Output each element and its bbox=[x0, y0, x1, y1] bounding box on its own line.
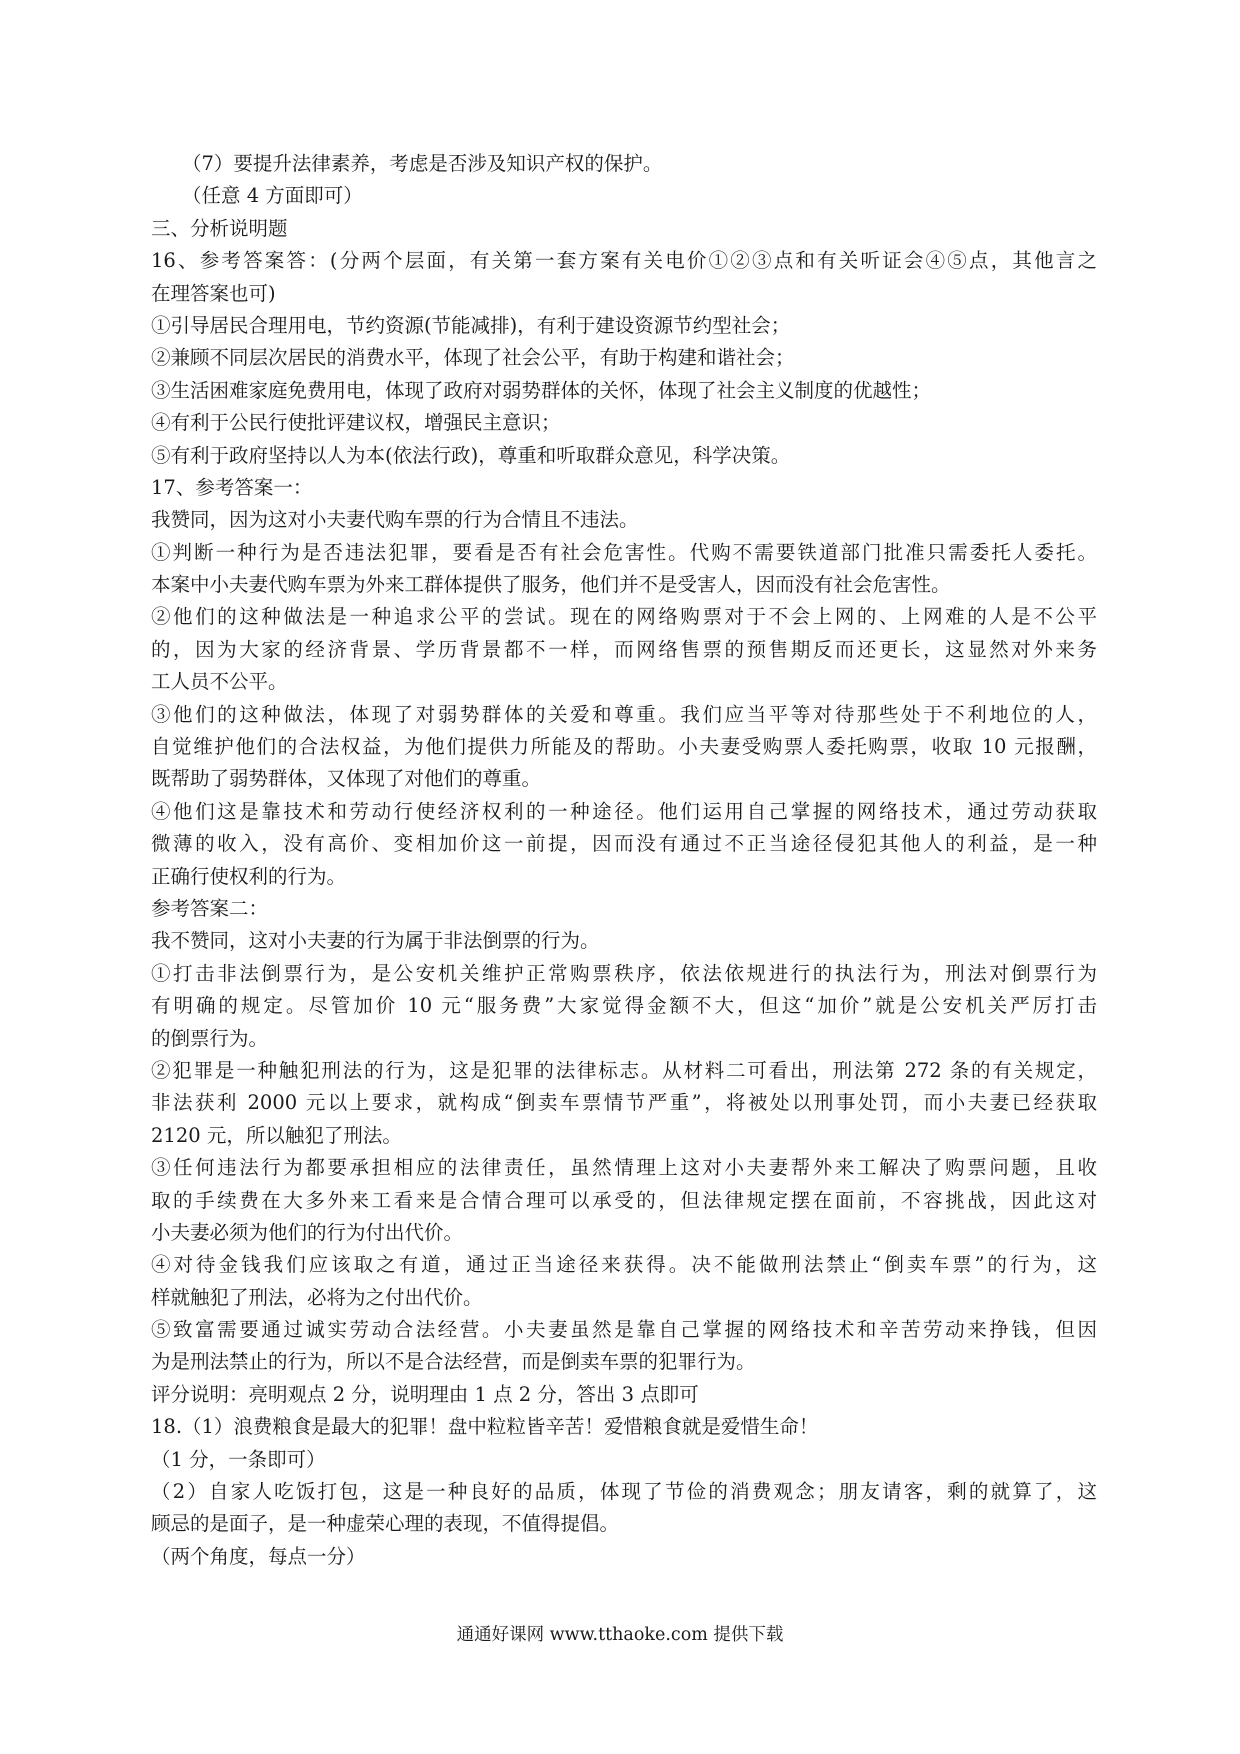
text-line: 我不赞同，这对小夫妻的行为属于非法倒票的行为。 bbox=[151, 929, 600, 953]
text-line: ②犯罪是一种触犯刑法的行为，这是犯罪的法律标志。从材料二可看出，刑法第 272 条的有关规定， bbox=[151, 1058, 1097, 1082]
text-line: ②兼顾不同层次居民的消费水平，体现了社会公平，有助于构建和谐社会； bbox=[151, 346, 795, 370]
text-line: 微薄的收入，没有高价、变相加价这一前提，因而没有通过不正当途径侵犯其他人的利益，是一种 bbox=[151, 832, 1097, 856]
text-line: 正确行使权利的行为。 bbox=[151, 864, 347, 888]
text-line: （任意 4 方面即可） bbox=[182, 184, 363, 208]
text-line: 取的手续费在大多外来工看来是合情合理可以承受的，但法律规定摆在面前，不容挑战，因此这对 bbox=[151, 1188, 1097, 1212]
text-line: 非法获利 2000 元以上要求，就构成“倒卖车票情节严重”，将被处以刑事处罚，而小夫妻已经获取 bbox=[151, 1091, 1097, 1115]
text-line: ③他们的这种做法，体现了对弱势群体的关爱和尊重。我们应当平等对待那些处于不利地位的人， bbox=[151, 702, 1097, 726]
text-line: 有明确的规定。尽管加价 10 元“服务费”大家觉得金额不大，但这“加价”就是公安机关严厉打击 bbox=[151, 994, 1097, 1018]
text-line: 16、参考答案答：(分两个层面，有关第一套方案有关电价①②③点和有关听证会④⑤点，其他言之 bbox=[151, 249, 1097, 273]
text-line: ⑤有利于政府坚持以人为本(依法行政)，尊重和听取群众意见，科学决策。 bbox=[151, 443, 791, 467]
text-line: ①判断一种行为是否违法犯罪，要看是否有社会危害性。代购不需要铁道部门批准只需委托人委托。 bbox=[151, 540, 1097, 564]
text-line: ③生活困难家庭免费用电，体现了政府对弱势群体的关怀，体现了社会主义制度的优越性； bbox=[151, 378, 932, 402]
text-line: 本案中小夫妻代购车票为外来工群体提供了服务，他们并不是受害人，因而没有社会危害性。 bbox=[151, 573, 951, 597]
text-line: 2120 元，所以触犯了刑法。 bbox=[151, 1123, 402, 1147]
text-line: ①引导居民合理用电，节约资源(节能减排)，有利于建设资源节约型社会； bbox=[151, 313, 791, 337]
text-line: 的倒票行为。 bbox=[151, 1026, 269, 1050]
text-line: 自觉维护他们的合法权益，为他们提供力所能及的帮助。小夫妻受购票人委托购票，收取 10 元报酬， bbox=[151, 735, 1097, 759]
page-footer: 通通好课网 www.tthaoke.com 提供下载 bbox=[456, 1625, 784, 1645]
text-line: （2）自家人吃饭打包，这是一种良好的品质，体现了节俭的消费观念；朋友请客，剩的就算了，这 bbox=[151, 1480, 1097, 1504]
text-line: 评分说明：亮明观点 2 分，说明理由 1 点 2 分，答出 3 点即可 bbox=[151, 1382, 699, 1406]
text-line: 三、分析说明题 bbox=[151, 216, 288, 240]
text-line: ②他们的这种做法是一种追求公平的尝试。现在的网络购票对于不会上网的、上网难的人是不公平 bbox=[151, 605, 1097, 629]
text-line: 既帮助了弱势群体，又体现了对他们的尊重。 bbox=[151, 767, 542, 791]
text-line: 我赞同，因为这对小夫妻代购车票的行为合情且不违法。 bbox=[151, 508, 639, 532]
answer-text-body bbox=[151, 148, 1097, 1573]
text-line: ④他们这是靠技术和劳动行使经济权利的一种途径。他们运用自己掌握的网络技术，通过劳动获取 bbox=[151, 799, 1097, 823]
text-line: ④对待金钱我们应该取之有道，通过正当途径来获得。决不能做刑法禁止“倒卖车票”的行为，这 bbox=[151, 1253, 1097, 1277]
text-line: 样就触犯了刑法，必将为之付出代价。 bbox=[151, 1285, 483, 1309]
text-line: ④有利于公民行使批评建议权，增强民主意识； bbox=[151, 411, 561, 435]
text-line: （7）要提升法律素养，考虑是否涉及知识产权的保护。 bbox=[182, 152, 663, 175]
text-line: 17、参考答案一： bbox=[151, 475, 313, 499]
text-line: 小夫妻必须为他们的行为付出代价。 bbox=[151, 1220, 464, 1244]
text-line: 工人员不公平。 bbox=[151, 670, 288, 694]
text-line: 的，因为大家的经济背景、学历背景都不一样，而网络售票的预售期反而还更长，这显然对外来务 bbox=[151, 637, 1097, 661]
text-line: 为是刑法禁止的行为，所以不是合法经营，而是倒卖车票的犯罪行为。 bbox=[151, 1350, 756, 1374]
text-line: ①打击非法倒票行为，是公安机关维护正常购票秩序，依法依规进行的执法行为，刑法对倒票行为 bbox=[151, 961, 1097, 985]
text-line: （1 分，一条即可） bbox=[151, 1447, 326, 1471]
text-line: 参考答案二： bbox=[151, 896, 269, 920]
text-line: （两个角度，每点一分） bbox=[151, 1544, 366, 1568]
text-line: ③任何违法行为都要承担相应的法律责任，虽然情理上这对小夫妻帮外来工解决了购票问题，且收 bbox=[151, 1156, 1097, 1180]
text-line: 在理答案也可) bbox=[151, 281, 276, 305]
text-line: 18.（1）浪费粮食是最大的犯罪！盘中粒粒皆辛苦！爱惜粮食就是爱惜生命！ bbox=[151, 1415, 819, 1439]
text-line: ⑤致富需要通过诚实劳动合法经营。小夫妻虽然是靠自己掌握的网络技术和辛苦劳动来挣钱，但因 bbox=[151, 1318, 1097, 1342]
text-line: 顾忌的是面子，是一种虚荣心理的表现，不值得提倡。 bbox=[151, 1512, 620, 1536]
